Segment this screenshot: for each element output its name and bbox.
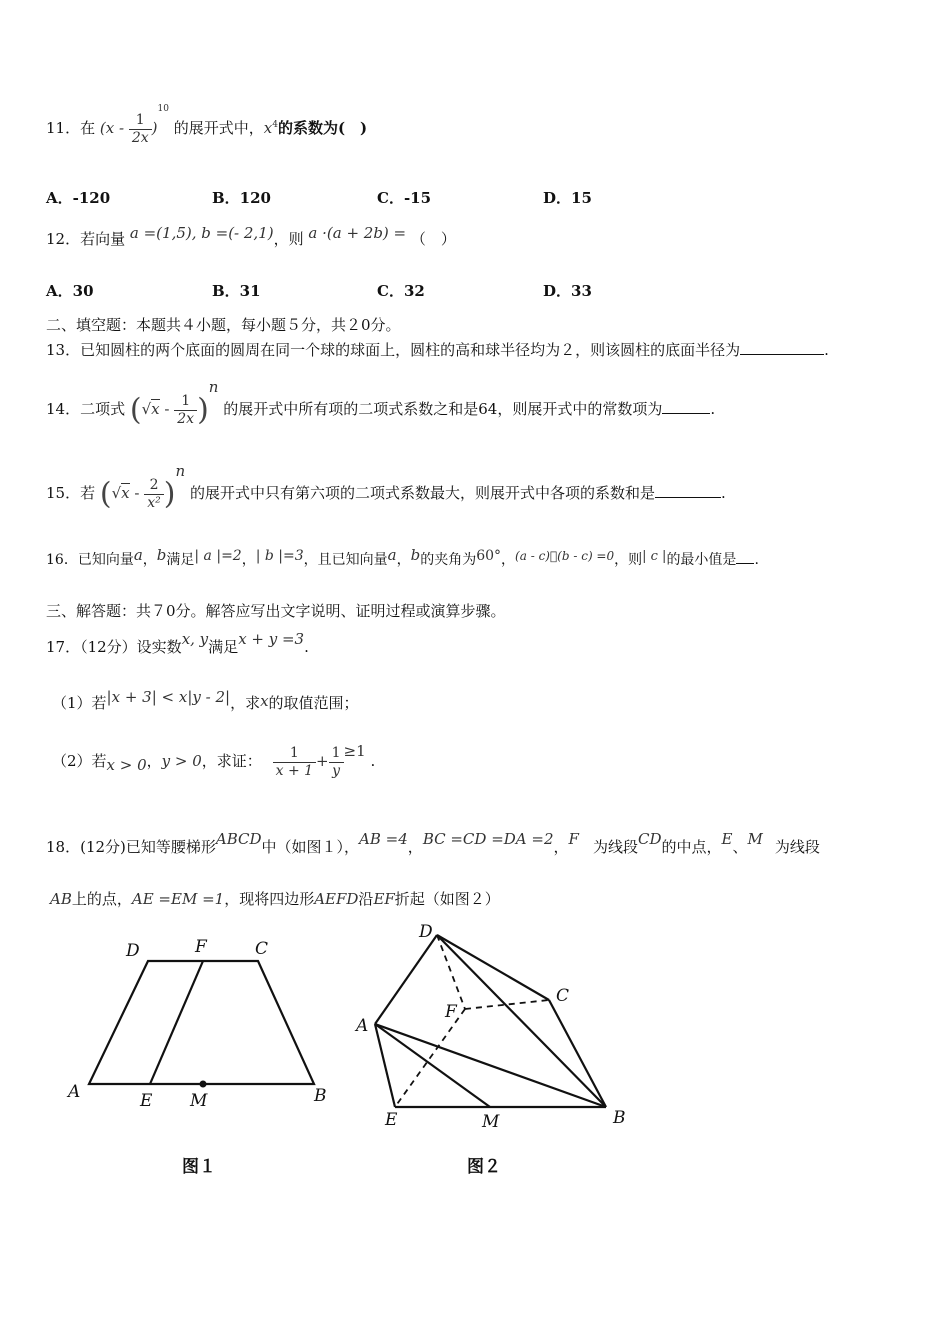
- q15-post: 的展开式中只有第六项的二项式系数最大，则展开式中各项的系数和是: [189, 484, 655, 502]
- q18-line1: [46, 830, 820, 857]
- fig1-trapezoid-outline: [89, 961, 314, 1084]
- q18-aefd: AEFD: [314, 890, 359, 908]
- q14-frac-den: 2x: [177, 410, 195, 427]
- fig2-label-a: A: [356, 1016, 369, 1036]
- fig1-label-m: M: [190, 1091, 208, 1111]
- q14-sqrt-sign: √: [141, 400, 152, 418]
- fig2-label-m: M: [482, 1112, 500, 1130]
- q18-ef: EF: [373, 890, 395, 908]
- q11-exponent: 10: [157, 104, 169, 114]
- q18-m: M: [747, 830, 763, 848]
- q18-l2-cond: AE =EM =1: [131, 890, 225, 908]
- q17-part1: [52, 688, 359, 713]
- q17-p1-pre: （1）若: [52, 694, 107, 712]
- q12-option-c: C．32: [377, 282, 425, 300]
- q16-cond1: | a |=2: [194, 548, 242, 564]
- q16-angle: 60°: [476, 548, 502, 564]
- q18-f: F: [568, 830, 579, 848]
- q14-exponent: n: [208, 378, 219, 396]
- q17-p2-f1-den: x + 1: [275, 762, 314, 779]
- q18-cond2: BC =CD =DA =2: [422, 830, 554, 848]
- q17-p2-sep: ，: [146, 752, 162, 770]
- q15-fraction: [144, 477, 164, 510]
- q11-option-d: D．15: [543, 189, 592, 207]
- q11-option-a: A．-120: [46, 189, 111, 207]
- q16-vec-b2: b: [410, 546, 421, 564]
- fig2-edge-dc: [437, 935, 549, 1000]
- section-fill-in-heading: 二、填空题：本题共４小题，每小题５分，共２0分。: [46, 316, 401, 334]
- q13-line: [46, 339, 829, 360]
- q17-mid: 满足: [208, 638, 239, 656]
- q16-t1: 满足: [166, 552, 195, 568]
- fig1-label-e: E: [140, 1091, 153, 1111]
- q18-line2: [50, 888, 500, 909]
- q12-line: [46, 224, 456, 249]
- q18-l2-t3: 沿: [358, 890, 374, 908]
- q16-t2: ，且已知向量: [303, 552, 388, 568]
- fig2-label-b: B: [613, 1108, 626, 1128]
- q18-t2: 为线段: [592, 838, 638, 856]
- q17-p1-expr: |x + 3| < x|y - 2|: [106, 688, 231, 706]
- q14-answer-blank[interactable]: [662, 399, 710, 414]
- q11-term-exp: 4: [272, 120, 278, 130]
- q11-option-b: B．120: [212, 189, 271, 207]
- fig2-edge-ab: [375, 1024, 606, 1107]
- fig1-label-b: B: [314, 1086, 327, 1106]
- q12-option-a: A．30: [46, 282, 94, 300]
- fig2-label-f: F: [445, 1002, 457, 1022]
- q12-expr: a ·(a + 2b) =: [308, 224, 407, 242]
- q17-p1-var: x: [260, 692, 269, 710]
- q14-minus: -: [164, 400, 170, 418]
- section-answer-heading: 三、解答题：共７0分。解答应写出文字说明、证明过程或演算步骤。: [46, 602, 506, 620]
- q15-line: [46, 462, 726, 512]
- q13-end: .: [824, 341, 829, 359]
- q18-cd: CD: [637, 830, 662, 848]
- q18-t3: 的中点，: [661, 838, 722, 856]
- q17-vars: x, y: [181, 630, 209, 648]
- q17-p2-f1-num: 1: [273, 745, 316, 762]
- q17-pre: 17．（12分）设实数: [46, 638, 182, 656]
- q16-t5: 的最小值是: [666, 552, 737, 568]
- q18-t1: 中（如图１），: [261, 838, 360, 856]
- q16-vec-b: b: [156, 546, 167, 564]
- q13-answer-blank[interactable]: [740, 340, 824, 355]
- fig2-edge-db: [437, 935, 606, 1107]
- q17-p2-end: .: [370, 752, 376, 770]
- figure-2-folded-solid: [350, 915, 640, 1130]
- q16-cond3: (a - c)⃝(b - c) =0: [515, 549, 615, 563]
- q12-post: （ ）: [410, 230, 456, 248]
- q16-answer-blank[interactable]: [736, 549, 754, 564]
- fig2-hidden-df: [437, 935, 465, 1009]
- q18-ab: AB: [50, 890, 72, 908]
- q12-mid: ，则: [273, 230, 304, 248]
- q11-post: 的系数为( ): [277, 119, 368, 137]
- q15-exponent: n: [175, 462, 186, 480]
- q17-cond: x + y =3: [238, 630, 305, 648]
- fig2-edge-da: [375, 935, 437, 1024]
- q18-abcd: ABCD: [215, 830, 262, 848]
- q18-t4: 、: [732, 838, 748, 856]
- q14-fraction: [174, 393, 197, 426]
- q15-frac-num: 2: [144, 477, 164, 494]
- q14-end: .: [710, 400, 716, 418]
- q18-l2-t4: 折起（如图２）: [394, 890, 500, 908]
- q15-answer-blank[interactable]: [655, 483, 721, 498]
- fig2-hidden-fe: [395, 1009, 465, 1107]
- q12-option-d: D．33: [543, 282, 592, 300]
- q14-frac-num: 1: [174, 393, 197, 410]
- q18-t5: 为线段: [774, 838, 820, 856]
- q15-sqrt-arg: x: [121, 484, 130, 502]
- q15-frac-den: x²: [147, 494, 161, 511]
- q16-end: .: [754, 552, 759, 568]
- q12-pre: 若向量: [80, 230, 126, 248]
- fig1-point-m: [200, 1081, 207, 1088]
- q11-pre: 在: [80, 119, 96, 137]
- q15-pre: 15．若: [46, 484, 96, 502]
- fig1-label-c: C: [255, 939, 269, 959]
- q17-p2-fraction2: [329, 745, 344, 778]
- q14-right-paren: ): [197, 392, 209, 428]
- q18-sep2: ，: [553, 838, 569, 856]
- q17-p1-post: 的取值范围；: [268, 694, 359, 712]
- q12-option-b: B．31: [212, 282, 261, 300]
- q13-text: 13．已知圆柱的两个底面的圆周在同一个球的球面上，圆柱的高和球半径均为２，则该圆柱的底面半径为: [46, 341, 741, 359]
- fig2-label-d: D: [419, 922, 433, 942]
- fig1-label-a: A: [68, 1082, 81, 1102]
- q16-sep2: ，: [241, 552, 256, 568]
- q11-frac-den: 2x: [131, 129, 149, 146]
- q18-e: E: [721, 830, 733, 848]
- q16-t3: 的夹角为: [420, 552, 477, 568]
- q11-line: [46, 104, 367, 146]
- q11-option-c: C．-15: [377, 189, 432, 207]
- fig2-label-e: E: [385, 1110, 398, 1130]
- q18-l2-t1: 上的点，: [71, 890, 132, 908]
- q17-part2: [52, 742, 375, 779]
- q16-t4: ，则: [614, 552, 643, 568]
- q14-pre: 14．二项式: [46, 400, 126, 418]
- q16-pre: 16．已知向量: [46, 552, 134, 568]
- fig1-segment-ef: [150, 961, 203, 1084]
- q16-sep4: ，: [501, 552, 516, 568]
- q15-left-paren: (: [99, 476, 112, 512]
- q17-p2-plus: +: [316, 752, 329, 770]
- q18-sep1: ，: [407, 838, 423, 856]
- q17-p2-f2-num: 1: [329, 745, 344, 762]
- q17-p2-f2-den: y: [332, 762, 341, 779]
- q17-p1-mid: ，求: [230, 694, 261, 712]
- q17-p2-cond2: y > 0: [161, 752, 202, 770]
- q16-line: [46, 546, 759, 569]
- q15-sqrt-sign: √: [111, 484, 122, 502]
- q18-cond1: AB =4: [359, 830, 408, 848]
- q14-line: [46, 378, 715, 428]
- q17-end: .: [304, 638, 309, 656]
- q17-line: [46, 630, 309, 657]
- q11-frac-num: 1: [129, 112, 152, 129]
- fig2-edge-cb: [549, 1000, 606, 1107]
- q15-end: .: [720, 484, 726, 502]
- q11-term: x: [263, 119, 273, 137]
- fig2-label-c: C: [556, 986, 570, 1006]
- q11-expr-right: ): [151, 119, 158, 137]
- q16-abs-c: | c |: [642, 549, 667, 564]
- figure-2-caption: 图２: [467, 1157, 501, 1177]
- q15-minus: -: [134, 484, 140, 502]
- q16-vec-a2: a: [387, 546, 397, 564]
- q17-p2-cond1: x > 0: [106, 756, 147, 774]
- q16-sep3: ，: [396, 552, 411, 568]
- q11-expr-left: (x -: [99, 119, 125, 137]
- figure-1-caption: 图１: [182, 1157, 216, 1177]
- q11-number: 11．: [46, 119, 81, 137]
- q11-mid: 的展开式中，: [173, 119, 264, 137]
- q17-p2-ge: ≥1: [343, 742, 366, 760]
- fig1-label-f: F: [195, 937, 207, 957]
- q14-post: 的展开式中所有项的二项式系数之和是64，则展开式中的常数项为: [223, 400, 663, 418]
- q17-p2-mid: ，求证：: [201, 752, 262, 770]
- q17-p2-pre: （2）若: [52, 752, 107, 770]
- q14-sqrt-arg: x: [151, 400, 160, 418]
- q15-right-paren: ): [163, 476, 176, 512]
- q18-pre: 18．(12分)已知等腰梯形: [46, 838, 216, 856]
- q12-vectors: a =(1,5), b =(- 2,1): [129, 224, 274, 242]
- q11-fraction: [129, 112, 152, 145]
- q16-cond2: | b |=3: [255, 548, 304, 564]
- q14-left-paren: (: [129, 392, 142, 428]
- q16-vec-a: a: [133, 546, 143, 564]
- fig1-label-d: D: [126, 941, 140, 961]
- q18-l2-t2: ，现将四边形: [224, 890, 315, 908]
- q17-p2-fraction1: [273, 745, 316, 778]
- figure-1-trapezoid: [60, 930, 350, 1120]
- q16-sep1: ，: [142, 552, 157, 568]
- q12-number: 12．: [46, 230, 81, 248]
